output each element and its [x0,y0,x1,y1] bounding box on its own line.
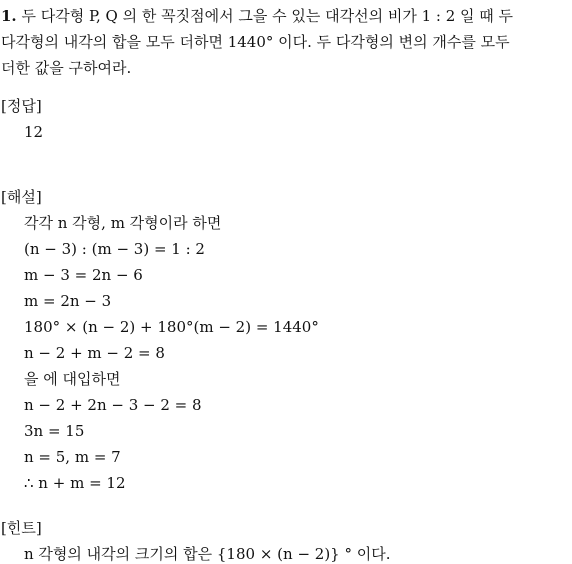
question-number: 1. [1,7,17,25]
solution-line: m − 3 = 2n − 6 [24,266,143,284]
solution-line: 3n = 15 [24,422,85,440]
question-line-1 [1,6,513,26]
solution-line: 을 에 대입하면 [24,370,121,388]
question-line-2: 다각형의 내각의 합을 모두 더하면 1440° 이다. 두 다각형의 변의 개수를 모두 [1,33,510,51]
hint-text: n 각형의 내각의 크기의 합은 {180 × (n − 2)} ° 이다. [24,545,391,563]
solution-line: n = 5, m = 7 [24,448,121,466]
solution-label: [해설] [1,188,42,206]
hint-label: [힌트] [1,519,42,537]
solution-line: m = 2n − 3 [24,292,112,310]
solution-line: n − 2 + 2n − 3 − 2 = 8 [24,396,202,414]
solution-line: n − 2 + m − 2 = 8 [24,344,165,362]
solution-line: 180° × (n − 2) + 180°(m − 2) = 1440° [24,318,319,336]
question-line-3: 더한 값을 구하여라. [1,59,132,77]
solution-line: ∴ n + m = 12 [24,474,126,492]
solution-line: 각각 n 각형, m 각형이라 하면 [24,214,222,232]
question-text-1: 두 다각형 P, Q 의 한 꼭짓점에서 그을 수 있는 대각선의 비가 1 : 2 일 때 두 [21,7,514,25]
answer-value: 12 [24,123,44,141]
answer-label: [정답] [1,97,42,115]
solution-line: (n − 3) : (m − 3) = 1 : 2 [24,240,205,258]
